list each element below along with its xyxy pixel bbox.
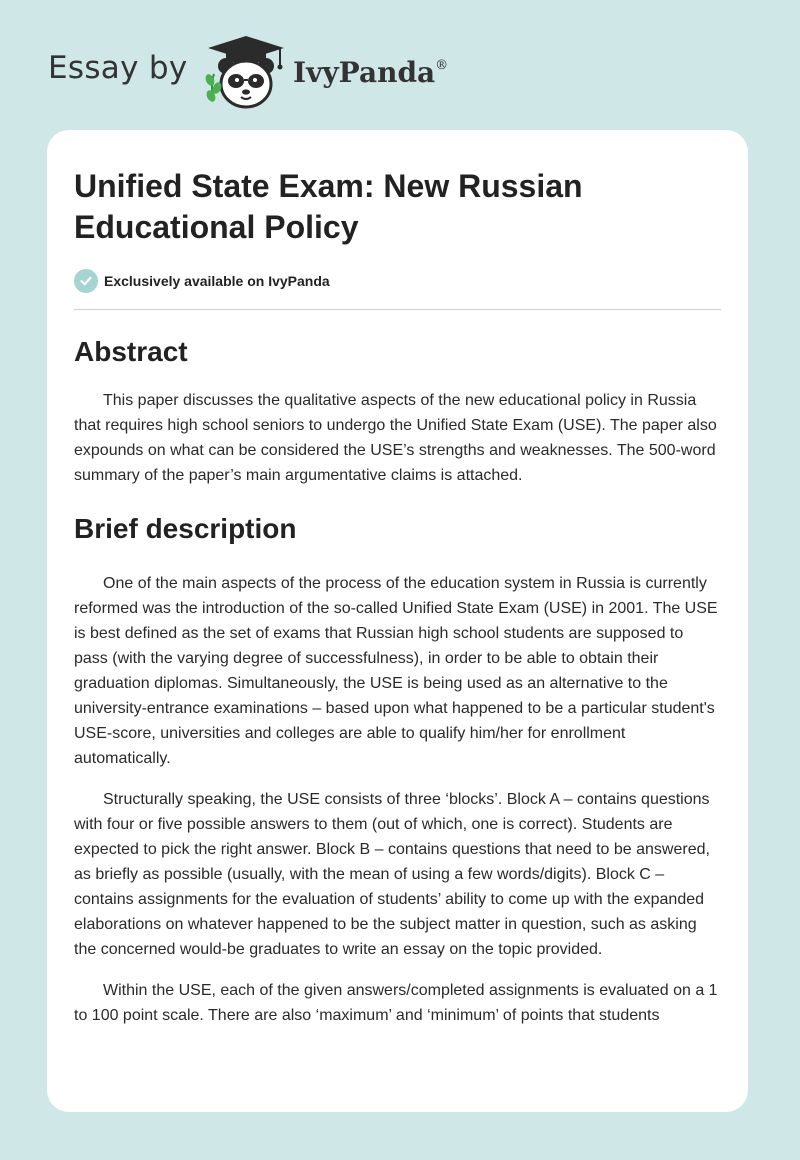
body-paragraph: Structurally speaking, the USE consists of three ‘blocks’. Block A – contains questions with four or five possible answers to them (out of which, one is correct). Students are expected to pick the right answer. Block B – contains questions that need to be answered, as briefly as possible (usually, with the mean of using a few words/digits). Block C – contains assignments for the evaluation of students’ ability to come up with the expanded elaborations on whatever happened to be the subject matter in question, such as asking the concerned would-be graduates to write an essay on the topic provided. — [74, 791, 710, 958]
registered-mark: ® — [435, 58, 449, 73]
check-icon — [74, 269, 98, 293]
ivypanda-logo[interactable] — [200, 34, 292, 110]
article-title: Unified State Exam: New Russian Educational Policy — [74, 168, 583, 245]
body-paragraph: One of the main aspects of the process of the education system in Russia is currently reformed was the introduction of the so-called Unified State Exam (USE) in 2001. The USE is best defined as the set of exams that Russian high school students are supposed to pass (with the varying degree of successfulness), in order to be able to obtain their graduation diplomas. Simultaneously, the USE is being used as an alternative to the university-entrance examinations – based upon what happened to be a particular student's USE-score, universities and colleges are able to qualify him/her for enrollment automatically. — [74, 575, 718, 767]
site-header — [0, 0, 800, 130]
body-paragraph: Within the USE, each of the given answers/completed assignments is evaluated on a 1 to 100 point scale. There are also ‘maximum’ and ‘minimum’ of points that students — [74, 982, 718, 1024]
brand-name-text: IvyPanda — [293, 56, 436, 89]
title-divider — [74, 309, 721, 310]
section-heading-brief-description: Brief description — [74, 513, 297, 544]
article-card — [47, 130, 748, 1112]
badge-label: Exclusively available on IvyPanda — [104, 273, 330, 289]
abstract-paragraph: This paper discusses the qualitative aspects of the new educational policy in Russia that requires high school seniors to undergo the Unified State Exam (USE). The paper also expounds on what can be considered the USE’s strengths and weaknesses. The 500-word summary of the paper’s main argumentative claims is attached. — [74, 392, 717, 484]
section-heading-abstract: Abstract — [74, 336, 188, 367]
brand-name[interactable] — [293, 56, 448, 89]
essay-by-label: Essay by — [48, 50, 188, 86]
exclusive-badge — [74, 268, 721, 294]
